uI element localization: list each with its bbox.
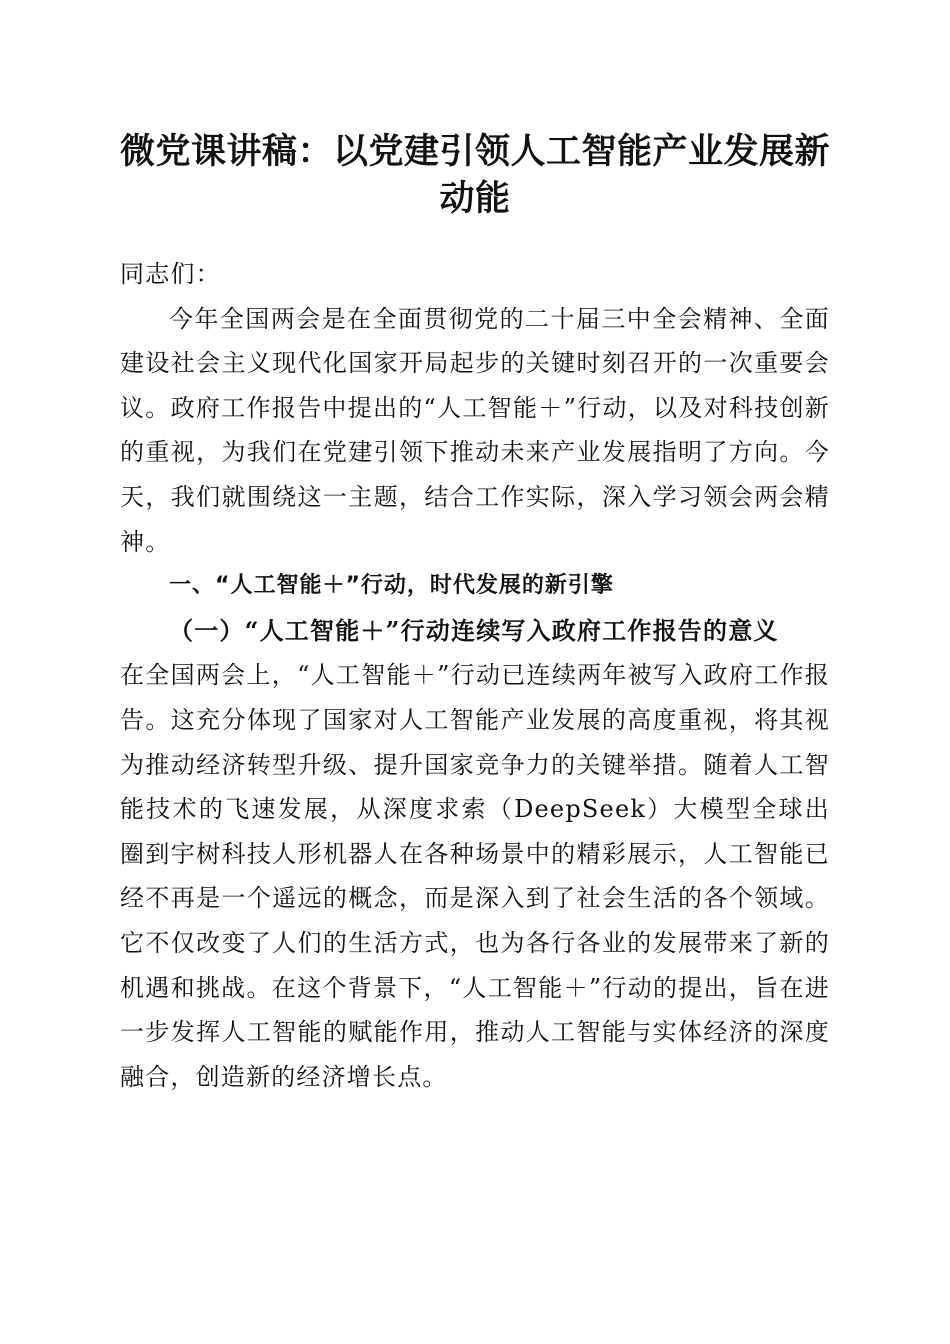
section-heading: 一、“人工智能＋”行动，时代发展的新引擎 <box>169 573 614 599</box>
salutation: 同志们： <box>120 260 221 288</box>
subsection-heading: （一）“人工智能＋”行动连续写入政府工作报告的意义 <box>169 615 779 645</box>
document-title: 微党课讲稿：以党建引领人工智能产业发展新动能 <box>120 131 831 219</box>
subsection-paragraph: 在全国两会上，“人工智能＋”行动已连续两年被写入政府工作报告。这充分体现了国家对人工智能产业发展的高度重视，将其视为推动经济转型升级、提升国家竞争力的关键举措。随着人工智能技术的飞速发展，从深度求索（DeepSeek）大模型全球出圈到宇树科技人形机器人在各种场景中的精彩展示，人工智能已经不再是一个遥远的概念，而是深入到了社会生活的各个领域。它不仅改变了人们的生活方式，也为各行各业的发展带来了新的机遇和挑战。在这个背景下，“人工智能＋”行动的提出，旨在进一步发挥人工智能的赋能作用，推动人工智能与实体经济的深度融合，创造新的经济增长点。 <box>120 661 830 1091</box>
document-body <box>120 252 830 1099</box>
intro-paragraph: 今年全国两会是在全面贯彻党的二十届三中全会精神、全面建设社会主义现代化国家开局起步的关键时刻召开的一次重要会议。政府工作报告中提出的“人工智能＋”行动，以及对科技创新的重视，为我们在党建引领下推动未来产业发展指明了方向。今天，我们就围绕这一主题，结合工作实际，深入学习领会两会精神。 <box>120 304 830 556</box>
